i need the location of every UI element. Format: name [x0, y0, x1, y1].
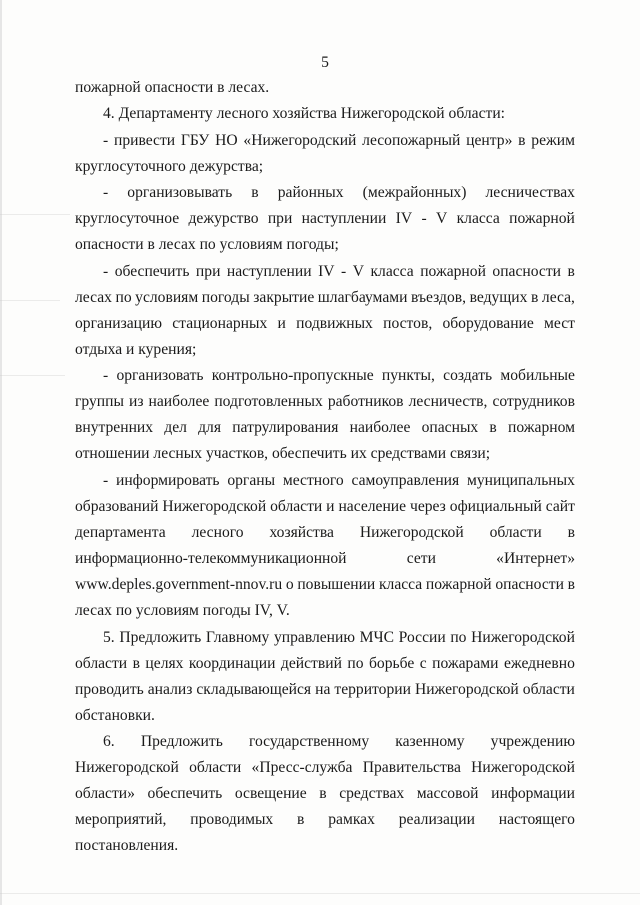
text-line: группы из наиболее подготовленных работников лесничеств, сотрудников	[75, 393, 575, 410]
text-line: организацию стационарных и подвижных постов, оборудование мест	[75, 315, 575, 332]
scan-artifact	[0, 375, 65, 376]
text-line: внутренних дел для патрулирования наиболее опасных в пожарном	[75, 419, 575, 436]
text-line: круглосуточного дежурства;	[75, 158, 264, 175]
text-line: департамента лесного хозяйства Нижегородской области в	[75, 524, 575, 541]
text-line: пожарной опасности в лесах.	[75, 79, 270, 96]
text-line: области в целях координации действий по борьбе с пожарами ежедневно	[75, 655, 575, 672]
text-line: - информировать органы местного самоуправления муниципальных	[103, 472, 575, 489]
text-line: - организовать контрольно-пропускные пункты, создать мобильные	[103, 367, 575, 384]
scan-artifact	[0, 893, 640, 894]
text-line: опасности в лесах по условиям погоды;	[75, 236, 339, 253]
page-number: 5	[321, 54, 329, 71]
text-line: мероприятий, проводимых в рамках реализации настоящего	[75, 811, 575, 828]
text-line: - организовывать в районных (межрайонных) лесничествах	[103, 184, 575, 201]
text-line: - обеспечить при наступлении IV - V класса пожарной опасности в	[103, 263, 575, 280]
scan-edge	[0, 0, 2, 905]
text-line: информационно-телекоммуникационной сети «Интернет»	[75, 550, 575, 567]
text-line: отдыха и курения;	[75, 341, 197, 358]
scan-artifact	[0, 300, 60, 301]
text-line: постановления.	[75, 837, 179, 854]
text-line: - привести ГБУ НО «Нижегородский лесопожарный центр» в режим	[103, 132, 575, 149]
text-line: 5. Предложить Главному управлению МЧС России по Нижегородской	[103, 629, 575, 646]
scan-artifact	[0, 214, 70, 215]
text-line: лесах по условиям погоды IV, V.	[75, 602, 290, 619]
text-line: Нижегородской области «Пресс-служба Правительства Нижегородской	[75, 759, 575, 776]
text-line: области» обеспечить освещение в средствах массовой информации	[75, 785, 575, 802]
text-line: обстановки.	[75, 707, 155, 724]
text-line: отношении лесных участков, обеспечить их средствами связи;	[75, 445, 491, 462]
text-line: проводить анализ складывающейся на территории Нижегородской области	[75, 681, 575, 698]
text-line: круглосуточное дежурство при наступлении IV - V класса пожарной	[75, 210, 575, 227]
text-line: www.deples.government-nnov.ru о повышении класса пожарной опасности в	[75, 576, 575, 593]
text-line: образований Нижегородской области и население через официальный сайт	[75, 498, 575, 515]
text-line: 6. Предложить государственному казенному учреждению	[103, 733, 575, 750]
text-line: 4. Департаменту лесного хозяйства Нижегородской области:	[103, 105, 505, 122]
text-line: лесах по условиям погоды закрытие шлагбаумами въездов, ведущих в леса,	[75, 289, 575, 306]
